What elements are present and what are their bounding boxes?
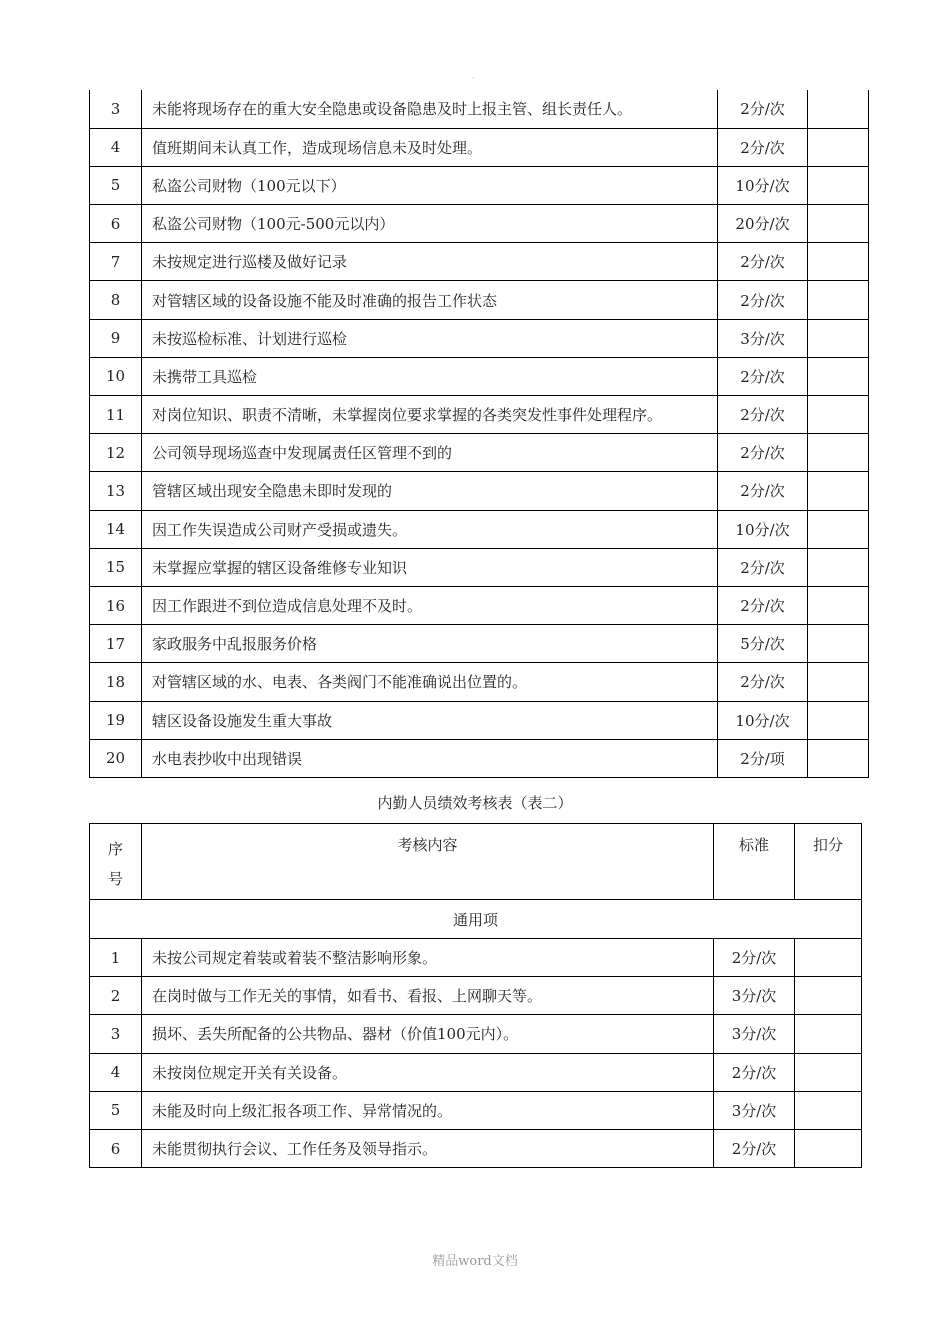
- header-content: 考核内容: [142, 824, 714, 900]
- row-content: 未能贯彻执行会议、工作任务及领导指示。: [142, 1129, 714, 1167]
- row-standard: 2分/次: [718, 472, 808, 510]
- row-number: 3: [90, 1015, 142, 1053]
- table2-caption: 内勤人员绩效考核表（表二）: [377, 794, 573, 812]
- row-deduction: [795, 1053, 862, 1091]
- row-standard: 3分/次: [714, 977, 795, 1015]
- row-standard: 2分/次: [718, 128, 808, 166]
- row-standard: 2分/次: [718, 548, 808, 586]
- row-standard: 10分/次: [718, 166, 808, 204]
- row-deduction: [808, 663, 869, 701]
- row-content: 管辖区域出现安全隐患未即时发现的: [142, 472, 718, 510]
- row-number: 18: [90, 663, 142, 701]
- table-row: [90, 663, 869, 701]
- row-standard: 5分/次: [718, 625, 808, 663]
- row-content: 辖区设备设施发生重大事故: [142, 701, 718, 739]
- row-deduction: [808, 205, 869, 243]
- row-deduction: [795, 977, 862, 1015]
- row-deduction: [808, 90, 869, 128]
- row-standard: 2分/次: [718, 357, 808, 395]
- assessment-table-2: [89, 823, 862, 1168]
- row-standard: 2分/次: [718, 281, 808, 319]
- row-standard: 3分/次: [718, 319, 808, 357]
- row-deduction: [795, 1015, 862, 1053]
- table-row: [90, 319, 869, 357]
- table-row: [90, 1053, 862, 1091]
- row-content: 水电表抄收中出现错误: [142, 739, 718, 777]
- row-standard: 2分/次: [714, 1129, 795, 1167]
- row-number: 10: [90, 357, 142, 395]
- row-deduction: [808, 739, 869, 777]
- section-label: 通用项: [90, 900, 862, 939]
- row-number: 1: [90, 939, 142, 977]
- row-number: 16: [90, 586, 142, 624]
- table-row: [90, 939, 862, 977]
- row-standard: 2分/次: [718, 243, 808, 281]
- row-standard: 2分/次: [718, 663, 808, 701]
- table-row: [90, 128, 869, 166]
- row-standard: 2分/次: [718, 434, 808, 472]
- header-deduction: 扣分: [795, 824, 862, 900]
- row-standard: 20分/次: [718, 205, 808, 243]
- row-deduction: [808, 472, 869, 510]
- table2-header-row: [90, 824, 862, 900]
- row-deduction: [808, 434, 869, 472]
- row-content: 未掌握应掌握的辖区设备维修专业知识: [142, 548, 718, 586]
- row-content: 因工作失误造成公司财产受损或遗失。: [142, 510, 718, 548]
- row-content: 对管辖区域的设备设施不能及时准确的报告工作状态: [142, 281, 718, 319]
- row-content: 对管辖区域的水、电表、各类阀门不能准确说出位置的。: [142, 663, 718, 701]
- table-row: [90, 166, 869, 204]
- row-content: 对岗位知识、职责不清晰，未掌握岗位要求掌握的各类突发性事件处理程序。: [142, 396, 718, 434]
- table-row: [90, 281, 869, 319]
- row-number: 4: [90, 1053, 142, 1091]
- row-content: 未能及时向上级汇报各项工作、异常情况的。: [142, 1091, 714, 1129]
- row-deduction: [795, 1129, 862, 1167]
- row-number: 9: [90, 319, 142, 357]
- row-number: 20: [90, 739, 142, 777]
- table-row: [90, 586, 869, 624]
- row-standard: 10分/次: [718, 510, 808, 548]
- row-content: 未携带工具巡检: [142, 357, 718, 395]
- assessment-table-1: [89, 90, 869, 778]
- row-standard: 2分/项: [718, 739, 808, 777]
- row-number: 2: [90, 977, 142, 1015]
- row-number: 17: [90, 625, 142, 663]
- table-row: [90, 701, 869, 739]
- table-row: [90, 625, 869, 663]
- row-deduction: [808, 701, 869, 739]
- row-content: 私盗公司财物（100元以下）: [142, 166, 718, 204]
- header-no: [90, 824, 142, 900]
- table-row: [90, 205, 869, 243]
- row-content: 公司领导现场巡查中发现属责任区管理不到的: [142, 434, 718, 472]
- footer-text: 精品word文档: [432, 1254, 518, 1269]
- row-number: 11: [90, 396, 142, 434]
- row-number: 7: [90, 243, 142, 281]
- row-content: 未能将现场存在的重大安全隐患或设备隐患及时上报主管、组长责任人。: [142, 90, 718, 128]
- table-row: [90, 1091, 862, 1129]
- row-content: 因工作跟进不到位造成信息处理不及时。: [142, 586, 718, 624]
- table-row: [90, 357, 869, 395]
- row-deduction: [808, 625, 869, 663]
- row-number: 6: [90, 1129, 142, 1167]
- row-content: 未按公司规定着装或着装不整洁影响形象。: [142, 939, 714, 977]
- row-content: 损坏、丢失所配备的公共物品、器材（价值100元内）。: [142, 1015, 714, 1053]
- row-deduction: [808, 548, 869, 586]
- header-standard: 标准: [714, 824, 795, 900]
- table-row: [90, 396, 869, 434]
- row-deduction: [808, 281, 869, 319]
- section-row: [90, 900, 862, 939]
- row-deduction: [795, 1091, 862, 1129]
- row-deduction: [808, 396, 869, 434]
- table-row: [90, 548, 869, 586]
- row-content: 家政服务中乱报服务价格: [142, 625, 718, 663]
- table-row: [90, 977, 862, 1015]
- row-standard: 10分/次: [718, 701, 808, 739]
- row-number: 12: [90, 434, 142, 472]
- row-content: 在岗时做与工作无关的事情，如看书、看报、上网聊天等。: [142, 977, 714, 1015]
- row-deduction: [808, 243, 869, 281]
- row-deduction: [808, 510, 869, 548]
- header-no-line2: 号: [107, 870, 123, 888]
- row-deduction: [808, 128, 869, 166]
- table-row: [90, 739, 869, 777]
- table-row: [90, 1015, 862, 1053]
- row-deduction: [808, 586, 869, 624]
- row-number: 4: [90, 128, 142, 166]
- row-number: 19: [90, 701, 142, 739]
- table-row: [90, 434, 869, 472]
- row-standard: 2分/次: [718, 396, 808, 434]
- row-number: 6: [90, 205, 142, 243]
- row-standard: 3分/次: [714, 1015, 795, 1053]
- row-standard: 2分/次: [718, 586, 808, 624]
- row-content: 未按规定进行巡楼及做好记录: [142, 243, 718, 281]
- row-deduction: [795, 939, 862, 977]
- row-content: 未按岗位规定开关有关设备。: [142, 1053, 714, 1091]
- row-content: 未按巡检标准、计划进行巡检: [142, 319, 718, 357]
- row-deduction: [808, 166, 869, 204]
- row-number: 13: [90, 472, 142, 510]
- row-standard: 2分/次: [718, 90, 808, 128]
- table-row: [90, 243, 869, 281]
- row-number: 8: [90, 281, 142, 319]
- table-row: [90, 510, 869, 548]
- row-standard: 3分/次: [714, 1091, 795, 1129]
- row-content: 值班期间未认真工作，造成现场信息未及时处理。: [142, 128, 718, 166]
- row-deduction: [808, 357, 869, 395]
- row-number: 14: [90, 510, 142, 548]
- top-mark: ·: [472, 74, 475, 83]
- header-no-line1: 序: [107, 840, 123, 858]
- row-content: 私盗公司财物（100元-500元以内）: [142, 205, 718, 243]
- row-number: 15: [90, 548, 142, 586]
- row-deduction: [808, 319, 869, 357]
- row-standard: 2分/次: [714, 939, 795, 977]
- table-row: [90, 1129, 862, 1167]
- table-row: [90, 90, 869, 128]
- row-number: 5: [90, 166, 142, 204]
- row-standard: 2分/次: [714, 1053, 795, 1091]
- table-row: [90, 472, 869, 510]
- row-number: 3: [90, 90, 142, 128]
- row-number: 5: [90, 1091, 142, 1129]
